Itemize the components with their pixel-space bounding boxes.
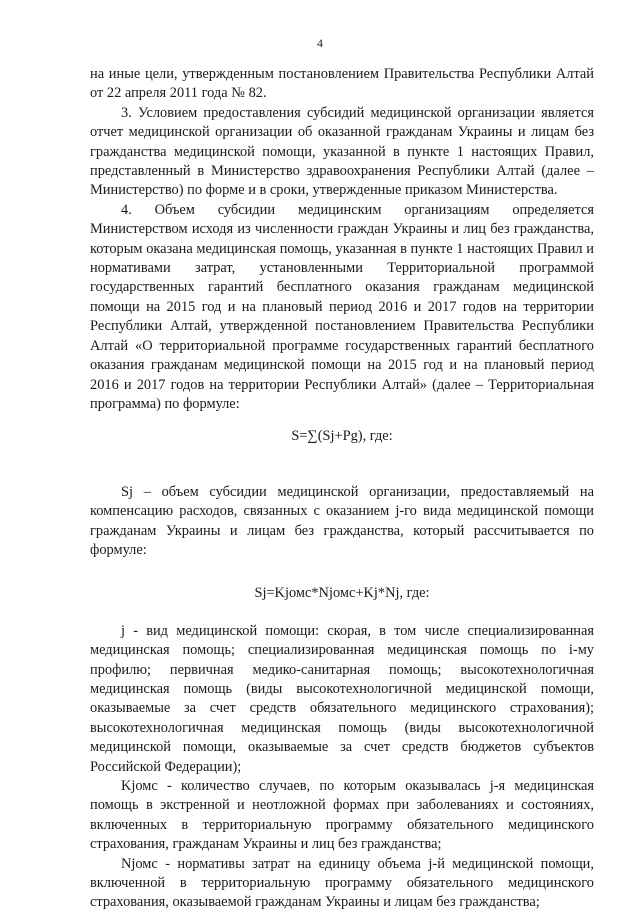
paragraph-3: 3. Условием предоставления субсидий медицинской организации является отчет медицинской организации об оказанной гражданам Украины и лицам без гражданства медицинской помощи, указанной в пункте 1 настоящих Правил, представленный в Министерство здравоохранения Республики Алтай (далее – Министерство) по форме и в сроки, утвержденные приказом Министерства.: [90, 104, 594, 199]
paragraph-kjoms-definition: Kjомс - количество случаев, по которым оказывалась j-я медицинская помощь в экстренной и неотложной формах при заболеваниях и состояниях, включенных в территориальную программу обязательного медицинского страхования, гражданам Украины и лиц без гражданства;: [90, 778, 594, 853]
paragraph-4: 4. Объем субсидии медицинским организациям определяется Министерством исходя из численности граждан Украины и лиц без гражданства, которым оказана медицинская помощь, указанная в пункте 1 настоящих Правил и нормативами затрат, установленными Территориальной программой государственных гарантий бесплатного оказания гражданам медицинской помощи на 2015 год и на плановый период 2016 и 2017 годов на территории Республики Алтай, утвержденной постановлением Правительства Республики Алтай «О территориальной программе государственных гарантий бесплатного оказания гражданам медицинской помощи на 2015 год и на плановый период 2016 и 2017 годов на территории Республики Алтай» (далее – Территориальная программа) по формуле:: [90, 201, 594, 412]
paragraph-continuation: на иные цели, утвержденным постановлением Правительства Республики Алтай от 22 апреля 2011 года № 82.: [90, 66, 594, 102]
page-number: 4: [317, 36, 323, 50]
formula-sj: Sj=Kjомс*Njомс+Kj*Nj, где:: [254, 585, 430, 602]
document-body: [90, 65, 594, 913]
paragraph-j-definition: j - вид медицинской помощи: скорая, в том числе специализированная медицинская помощь; специализированная медицинская помощь по i-му профилю; первичная медико-санитарная помощь; высокотехнологичная медицинская помощь (виды высокотехнологичной медицинской помощи, оказываемые за счет средств обязательного медицинского страхования); высокотехнологичная медицинская помощь (виды высокотехнологичной медицинской помощи, оказываемые за счет средств бюджетов субъектов Российской Федерации);: [90, 622, 594, 775]
formula-s: S=∑(Sj+Pg), где:: [291, 428, 393, 445]
paragraph-sj-definition: Sj – объем субсидии медицинской организации, предоставляемый на компенсацию расходов, связанных с оказанием j-го вида медицинской помощи гражданам Украины и лицам без гражданства, который рассчитывается по формуле:: [90, 483, 594, 558]
paragraph-njoms-definition: Njомс - нормативы затрат на единицу объема j-й медицинской помощи, включенной в территориальную программу обязательного медицинского страхования, оказываемой гражданам Украины и лицам без гражданства;: [90, 855, 594, 911]
